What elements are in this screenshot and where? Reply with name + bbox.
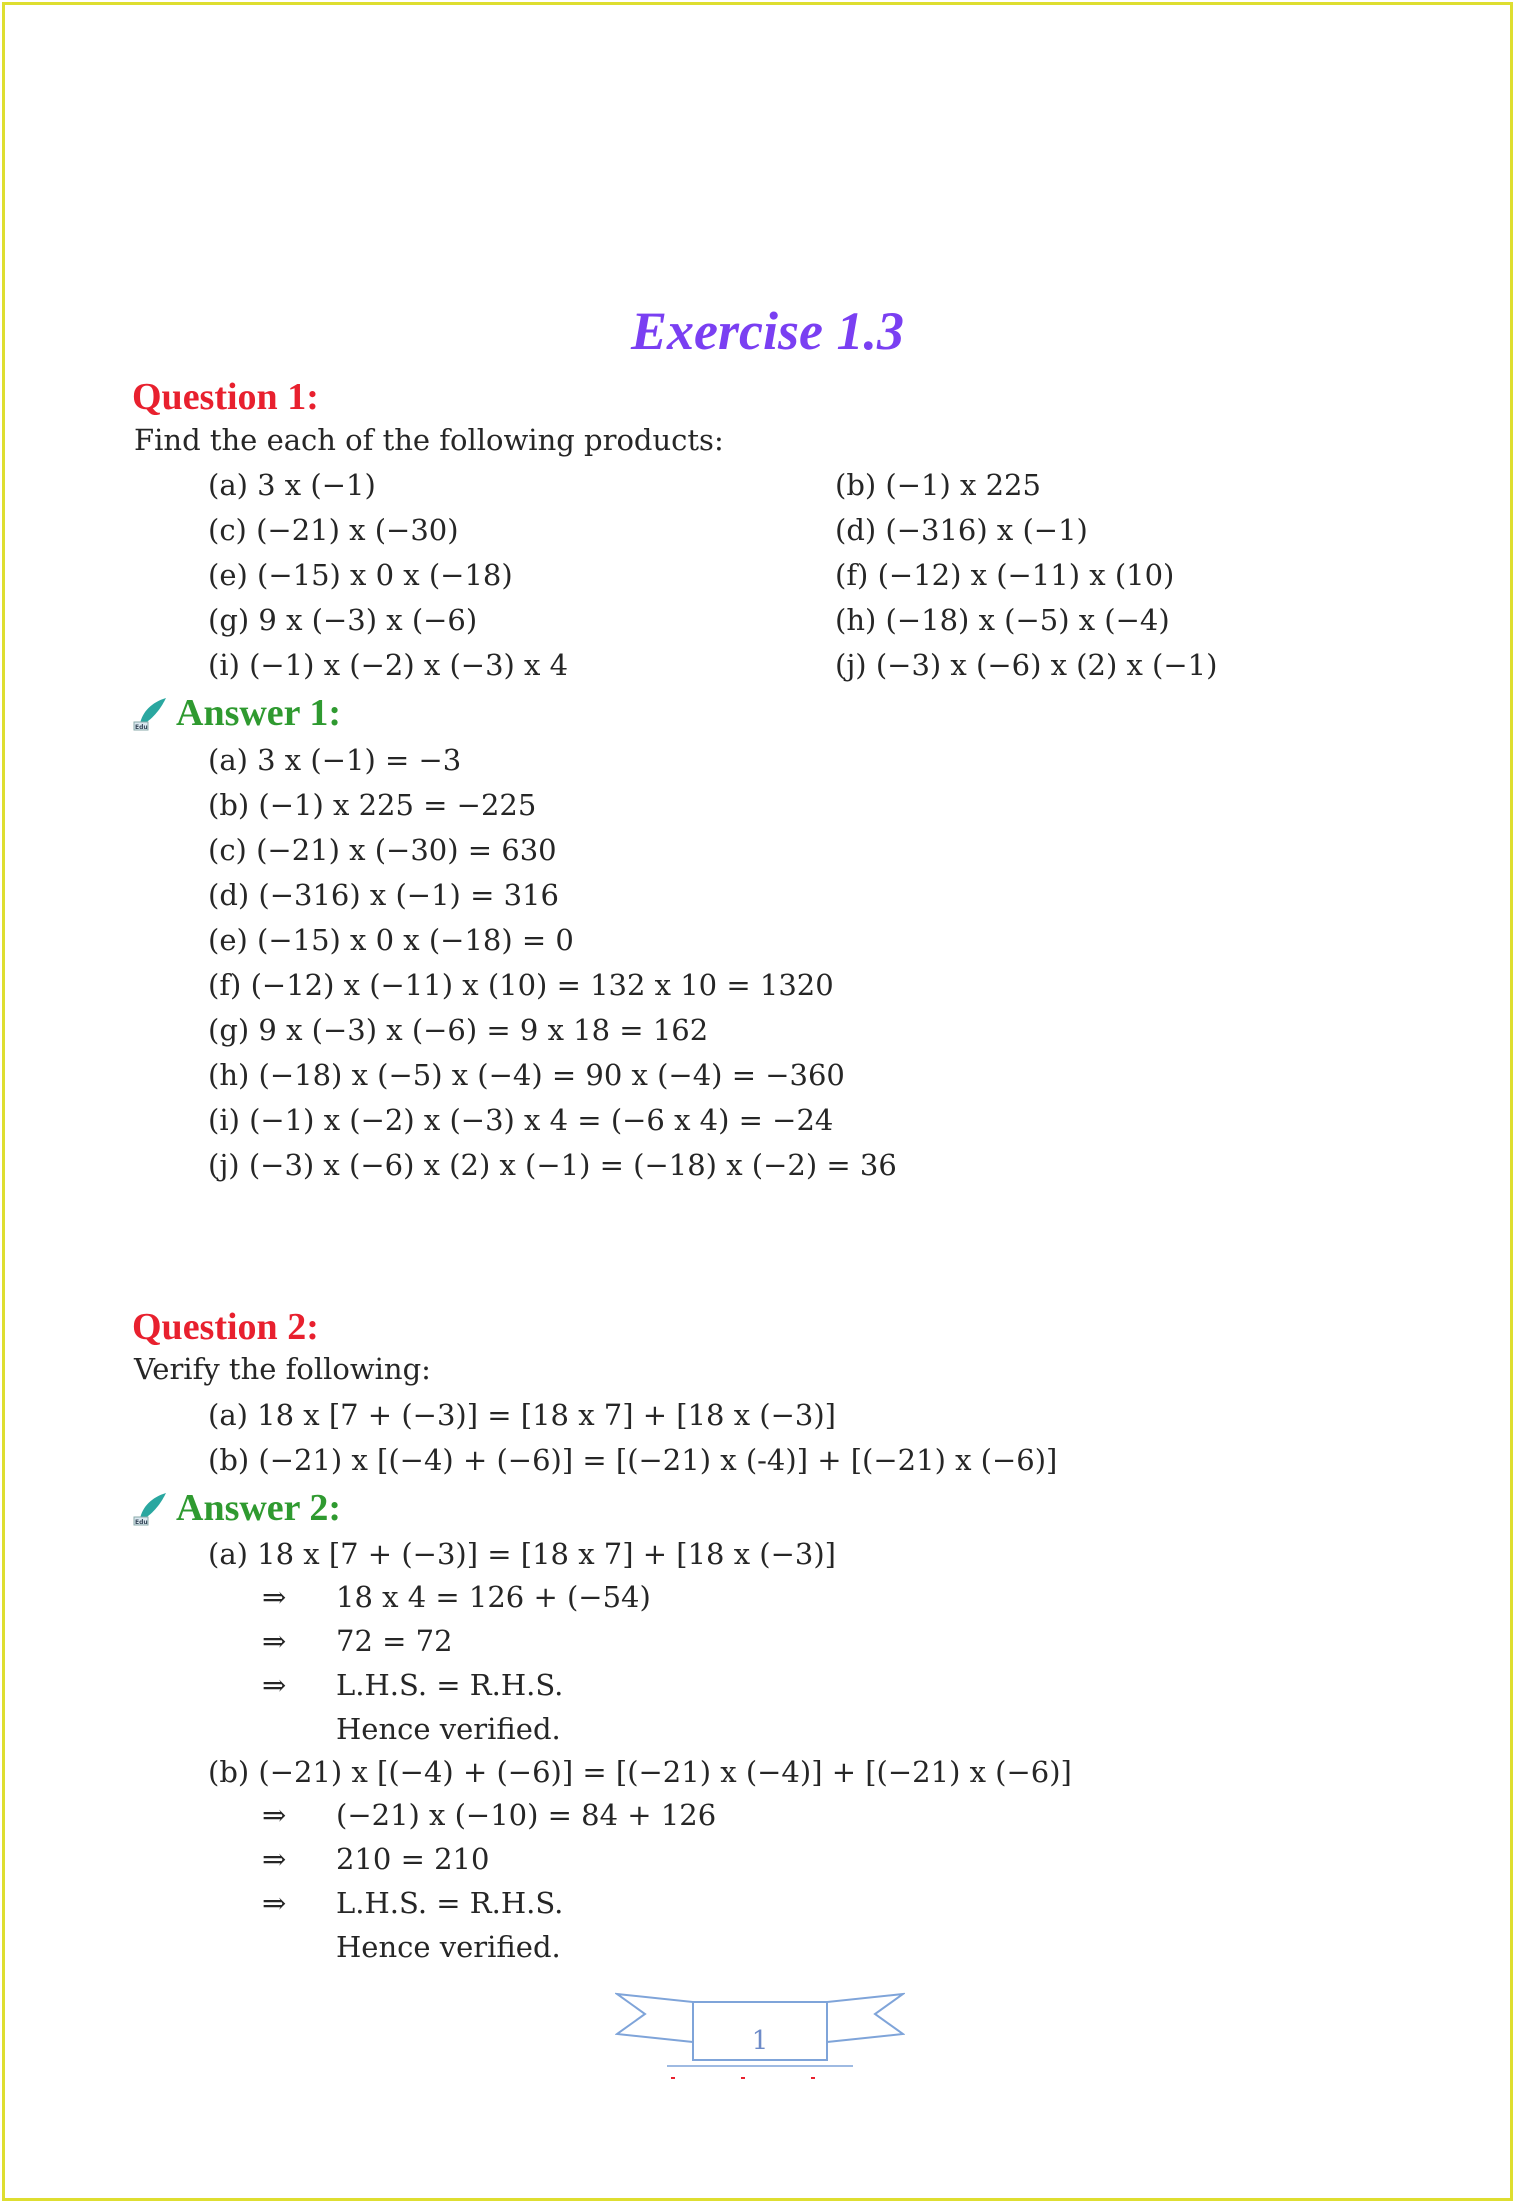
list-item: (j) (−3) x (−6) x (2) x (−1) = (−18) x (−2) = 36 [208, 1148, 897, 1182]
svg-text:Edu: Edu [135, 1519, 148, 1526]
list-item: (i) (−1) x (−2) x (−3) x 4 = (−6 x 4) = −24 [208, 1103, 834, 1137]
list-item: (h) (−18) x (−5) x (−4) [835, 603, 1170, 637]
answer-2-label: Answer 2: [176, 1487, 342, 1529]
answer-1-label: Answer 1: [176, 692, 342, 734]
answer-1-list [208, 738, 897, 1188]
question-2-prompt: Verify the following: [134, 1352, 431, 1386]
list-item: (d) (−316) x (−1) [835, 513, 1088, 547]
question-1-left-column [208, 463, 568, 688]
list-item: (j) (−3) x (−6) x (2) x (−1) [835, 648, 1218, 682]
implies-icon: ⇒ [262, 1842, 287, 1876]
question-1-heading: Question 1: [132, 376, 319, 418]
answer-2a-conclusion: Hence verified. [336, 1712, 561, 1746]
list-item: (b) (−1) x 225 = −225 [208, 788, 537, 822]
list-item: (h) (−18) x (−5) x (−4) = 90 x (−4) = −360 [208, 1058, 845, 1092]
question-1-right-column [835, 463, 1217, 688]
list-item: (a) 18 x [7 + (−3)] = [18 x 7] + [18 x (−3)] [208, 1398, 836, 1432]
question-2-heading: Question 2: [132, 1306, 319, 1348]
answer-2b-step: ⇒ (−21) x (−10) = 84 + 126 [262, 1798, 717, 1832]
list-item: (d) (−316) x (−1) = 316 [208, 878, 559, 912]
list-item: (b) (−1) x 225 [835, 468, 1041, 502]
pen-logo-icon [132, 1489, 172, 1527]
answer-2a-step: ⇒ L.H.S. = R.H.S. [262, 1668, 564, 1702]
pen-logo-icon [132, 694, 172, 732]
implies-icon: ⇒ [262, 1580, 287, 1614]
list-item: (a) 3 x (−1) = −3 [208, 743, 462, 777]
list-item: (g) 9 x (−3) x (−6) [208, 603, 478, 637]
list-item: (c) (−21) x (−30) [208, 513, 459, 547]
list-item: (a) 3 x (−1) [208, 468, 376, 502]
page-number: 1 [751, 2026, 769, 2056]
question-1-prompt: Find the each of the following products: [134, 423, 724, 457]
answer-2a-step: ⇒ 18 x 4 = 126 + (−54) [262, 1580, 651, 1614]
list-item: (c) (−21) x (−30) = 630 [208, 833, 557, 867]
list-item: (b) (−21) x [(−4) + (−6)] = [(−21) x (-4)] + [(−21) x (−6)] [208, 1443, 1058, 1477]
page-title: Exercise 1.3 [631, 301, 904, 361]
answer-2a-statement: (a) 18 x [7 + (−3)] = [18 x 7] + [18 x (−3)] [208, 1537, 836, 1571]
list-item: (g) 9 x (−3) x (−6) = 9 x 18 = 162 [208, 1013, 709, 1047]
list-item: (e) (−15) x 0 x (−18) = 0 [208, 923, 574, 957]
answer-2b-statement: (b) (−21) x [(−4) + (−6)] = [(−21) x (−4)] + [(−21) x (−6)] [208, 1755, 1072, 1789]
list-item: (e) (−15) x 0 x (−18) [208, 558, 513, 592]
implies-icon: ⇒ [262, 1886, 287, 1920]
svg-text:Edu: Edu [135, 724, 148, 731]
answer-2b-step: ⇒ 210 = 210 [262, 1842, 490, 1876]
implies-icon: ⇒ [262, 1624, 287, 1658]
answer-2b-step: ⇒ L.H.S. = R.H.S. [262, 1886, 564, 1920]
answer-2-heading [132, 1489, 341, 1527]
implies-icon: ⇒ [262, 1668, 287, 1702]
list-item: (f) (−12) x (−11) x (10) [835, 558, 1175, 592]
implies-icon: ⇒ [262, 1798, 287, 1832]
question-2-list [208, 1393, 1057, 1483]
answer-2a-step: ⇒ 72 = 72 [262, 1624, 453, 1658]
answer-2b-conclusion: Hence verified. [336, 1930, 561, 1964]
list-item: (i) (−1) x (−2) x (−3) x 4 [208, 648, 569, 682]
answer-1-heading [132, 694, 341, 732]
list-item: (f) (−12) x (−11) x (10) = 132 x 10 = 1320 [208, 968, 834, 1002]
